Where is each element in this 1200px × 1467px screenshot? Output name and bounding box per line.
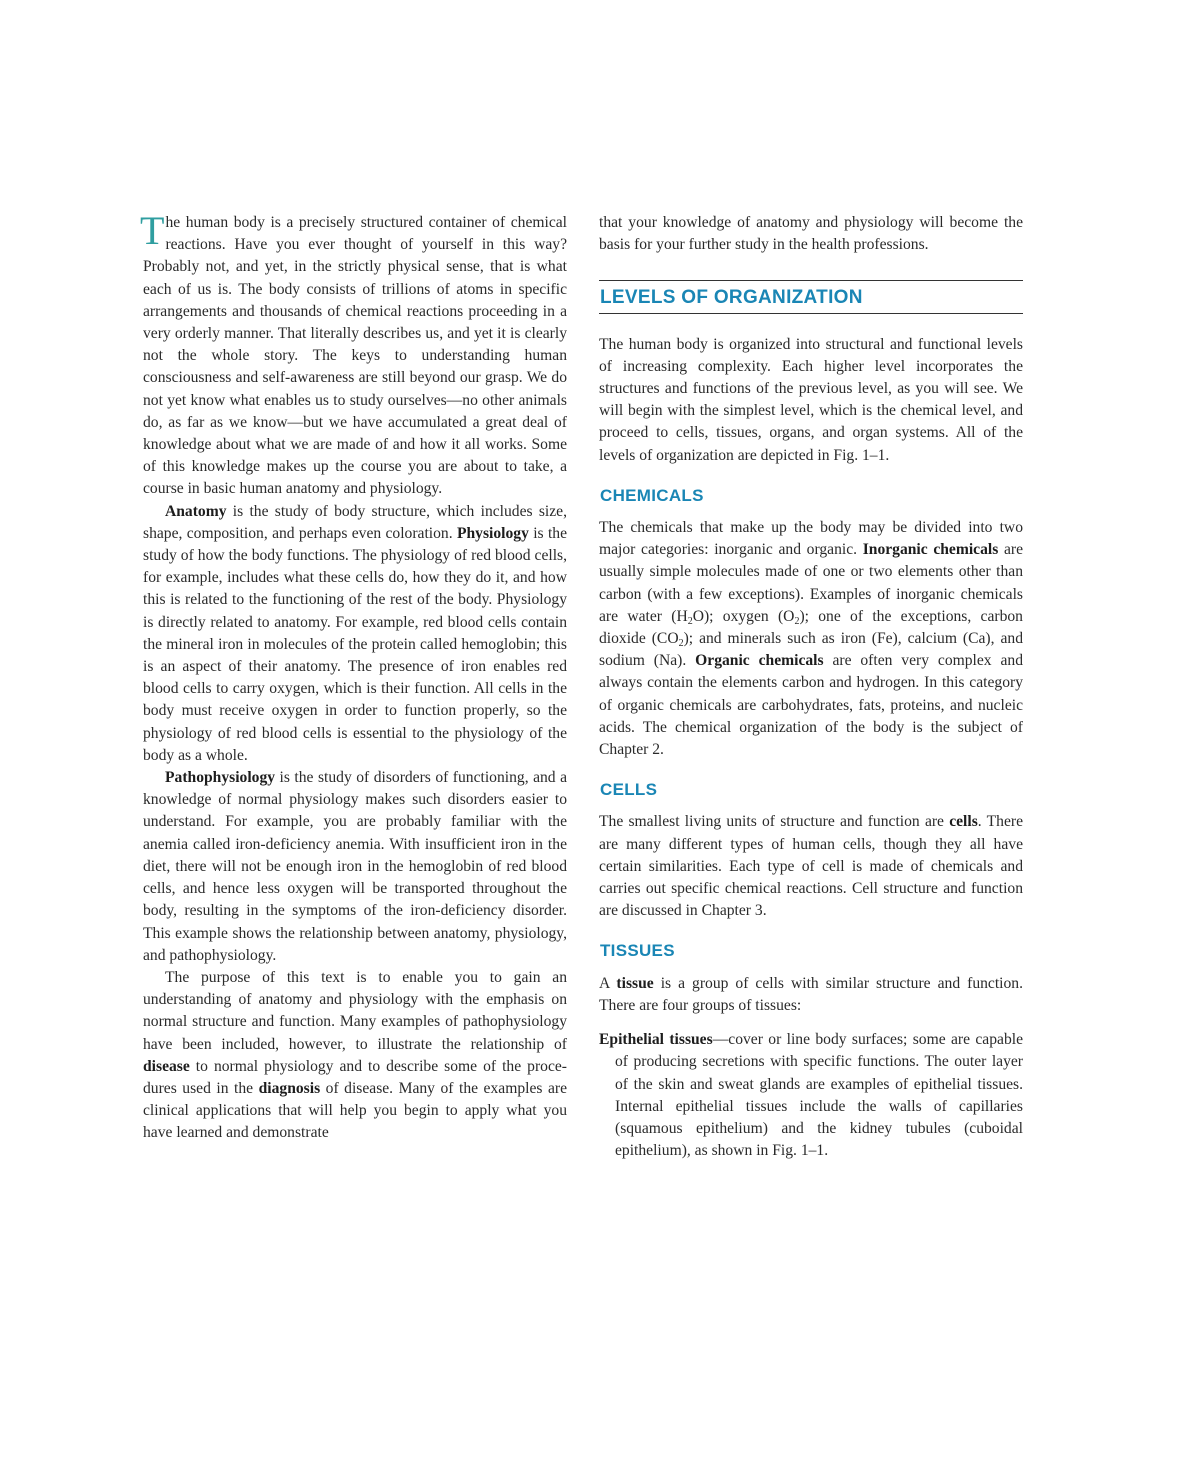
chemicals-paragraph — [599, 517, 1023, 761]
subheading-tissues: TISSUES — [600, 941, 675, 961]
subscript: 2 — [794, 615, 800, 627]
definition-epithelial-tissues — [599, 1029, 1023, 1162]
subscript: 2 — [687, 615, 693, 627]
intro-text: he human body is a precisely structured container of chemical reactions. Have you ever thought of yourself in this way? Probably not, and yet, in the strictly physical sense, that is what each of us is. The body consists of trillions of atoms in specific arrangements and thousands of chemical reactions proceeding in a very orderly manner. That literally describes us, and yet it is clearly not the whole story. The keys to understanding human consciousness and self-awareness are still beyond our grasp. We do not yet know what enables us to study ourselves—no other animals do, as far as we know—but we have accumulated a great deal of knowledge about what we are made of and how it all works. Some of this knowledge makes up the course you are about to take, a course in basic human anatomy and physiology. — [143, 214, 567, 498]
term-disease: disease — [143, 1057, 190, 1075]
intro-paragraph — [140, 208, 567, 501]
paragraph-text: The chemicals that make up the body may be divided into two major categories: inorganic and organic. — [599, 519, 1023, 559]
term-anatomy: Anatomy — [165, 502, 227, 520]
paragraph-text: A — [599, 974, 617, 992]
paragraph-text: of disease. Many of the examples are clinical applications that will help you begin to apply what you have learned and demonstrate — [143, 1079, 567, 1142]
paragraph-text: is the study of disorders of functioning, and a knowledge of normal physiology makes such disorders easier to understand. For example, you are probably familiar with the anemia called iron-deficiency anemia. With insufficient iron in the diet, there will not be enough iron in the hemoglobin of red blood cells, and hence less oxygen will be transported throughout the body, resulting in the symptoms of the iron-deficiency disorder. This example shows the relationship between anatomy, physiology, and pathophysiology. — [143, 769, 567, 964]
levels-paragraph: The human body is organized into structural and functional levels of increasing complexity. Each higher level incorporates the structures and functions of the previous level, as you will see. We will begin with the simplest level, which is the chemical level, and proceed to cells, tissues, organs, and organ systems. All of the levels of organization are depicted in Fig. 1–1. — [599, 335, 1023, 464]
paragraph-text: is a group of cells with similar structure and function. There are four groups of tissues: — [599, 974, 1023, 1014]
purpose-paragraph — [143, 967, 567, 1145]
paragraph-text: . There are many different types of human cells, though they all have certain similarities. Each type of cell is made of chemicals and carries out specific chemical reactions. Cell structure and function are discussed in Chapter 3. — [599, 813, 1024, 920]
term-diagnosis: diagnosis — [258, 1079, 321, 1097]
tissues-paragraph — [599, 973, 1023, 1017]
drop-cap: T — [140, 208, 165, 253]
paragraph-text: ); one of the exceptions, carbon dioxide (CO — [599, 607, 1023, 648]
paragraph-text: The smallest living units of structure and function are — [599, 813, 950, 831]
subheading-cells: CELLS — [600, 780, 658, 800]
paragraph-text: is the study of body structure, which includes size, shape, composition, and perhaps even coloration. — [143, 502, 567, 542]
paragraph-text: to normal physiology and to describe some of the procedures used in the — [143, 1057, 567, 1097]
right-column — [599, 212, 1023, 1162]
paragraph-text: ); and minerals such as iron (Fe), calcium (Ca), and sodium (Na). — [599, 630, 1023, 670]
left-column — [140, 208, 568, 1145]
term-tissue: tissue — [616, 974, 654, 992]
term-pathophysiology: Pathophysiology — [165, 769, 276, 787]
anatomy-paragraph — [143, 501, 567, 767]
section-title-levels: LEVELS OF ORGANIZATION — [599, 281, 1023, 313]
term-cells: cells — [949, 813, 978, 831]
term-physiology: Physiology — [456, 524, 529, 542]
paragraph-text: —cover or line body surfaces; some are capable of producing secretions with specific functions. The outer layer of the skin and sweat glands are examples of epithelial tissues. Internal epithelial tissues include the walls of capillaries (squamous epithelium) and the kidney tubules (cuboidal epithelium), as shown in Fig. 1–1. — [615, 1031, 1023, 1160]
term-epithelial-tissues: Epithelial tissues — [599, 1031, 713, 1049]
term-inorganic-chemicals: Inorganic chemicals — [862, 541, 999, 559]
paragraph-text: is the study of how the body functions. The physiology of red blood cells, for example, includes what these cells do, how they do it, and how this is related to the functioning of the rest of the body. Physiology is directly related to anatomy. For example, red blood cells contain the mineral iron in molecules of the protein called hemoglobin; this is an aspect of their anatomy. The presence of iron enables red blood cells to carry oxygen, which is their function. All cells in the body must receive oxygen in order to function properly, so the physiology of red blood cells is essential to the physiology of the body as a whole. — [143, 524, 568, 764]
cells-paragraph — [599, 811, 1023, 922]
paragraph-text: are often very complex and always contain the elements carbon and hydrogen. In this category of organic chemicals are carbohydrates, fats, proteins, and nucleic acids. The chemical organization of the body is the subject of Chapter 2. — [599, 652, 1023, 759]
subheading-chemicals: CHEMICALS — [600, 485, 704, 505]
pathophysiology-paragraph — [143, 767, 567, 967]
continued-paragraph: that your knowledge of anatomy and physiology will become the basis for your further study in the health professions. — [599, 214, 1023, 254]
paragraph-text: are usually simple molecules made of one or two elements other than carbon (with a few exceptions). Examples of inorganic chemicals are water (H — [599, 541, 1023, 625]
paragraph-text: O); oxygen (O — [692, 607, 795, 625]
term-organic-chemicals: Organic chemicals — [695, 652, 824, 670]
paragraph-text: The purpose of this text is to enable you to gain an understanding of anatomy and physiology with the emphasis on normal structure and function. Many examples of pathophysiology have been included, however, to illustrate the relationship of — [143, 968, 567, 1053]
subscript: 2 — [678, 638, 684, 650]
